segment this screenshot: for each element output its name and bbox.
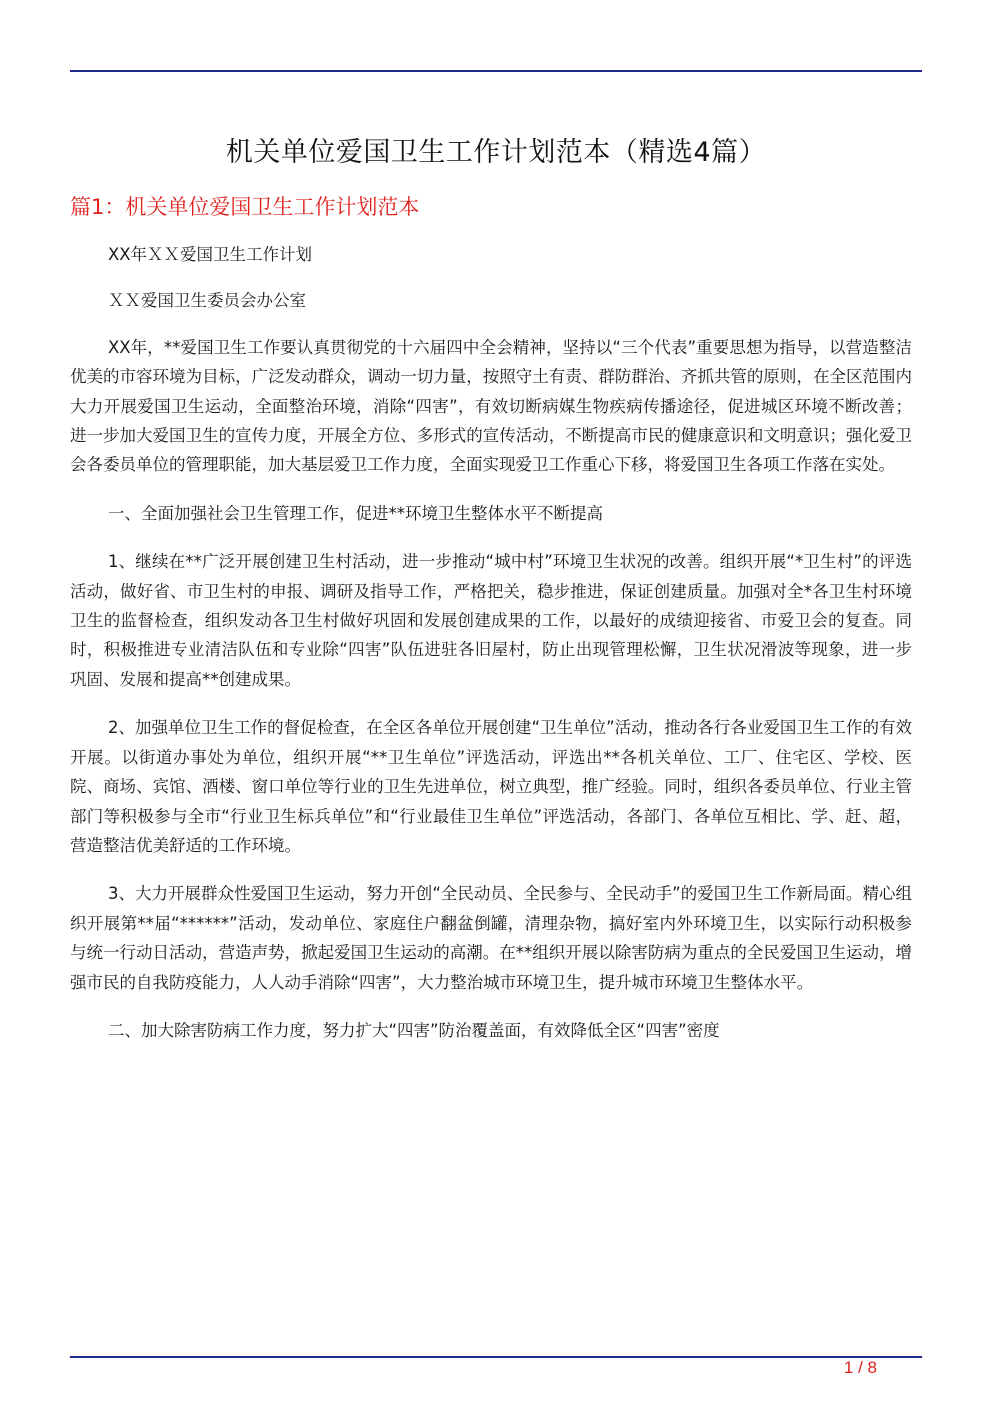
intro-paragraph: XX年，**爱国卫生工作要认真贯彻党的十六届四中全会精神，坚持以“三个代表”重要思想为指导，以营造整洁优美的市容环境为目标，广泛发动群众，调动一切力量，按照守土有责、群防群治、齐抓共管的原则，在全区范围内大力开展爱国卫生运动，全面整治环境，消除“四害”，有效切断病媒生物疾病传播途径，促进城区环境不断改善；进一步加大爱国卫生的宣传力度，开展全方位、多形式的宣传活动，不断提高市民的健康意识和文明意识；强化爱卫会各委员单位的管理职能，加大基层爱卫工作力度，全面实现爱卫工作重心下移，将爱国卫生各项工作落在实处。 [70,337,912,475]
issuer-paragraph: ＸＸ爱国卫生委员会办公室 [107,291,306,311]
header-rule [70,70,922,72]
section-heading: 篇1：机关单位爱国卫生工作计划范本 [70,195,420,219]
section-one-heading: 一、全面加强社会卫生管理工作，促进**环境卫生整体水平不断提高 [107,503,603,523]
item-2-paragraph: 2、加强单位卫生工作的督促检查，在全区各单位开展创建“卫生单位”活动，推动各行各业爱国卫生工作的有效开展。以街道办事处为单位，组织开展“**卫生单位”评选活动，评选出**各机关单位、工厂、住宅区、学校、医院、商场、宾馆、酒楼、窗口单位等行业的卫生先进单位，树立典型，推广经验。同时，组织各委员单位、行业主管部门等积极参与全市“行业卫生标兵单位”和“行业最佳卫生单位”评选活动，各部门、各单位互相比、学、赶、超，营造整洁优美舒适的工作环境。 [70,718,912,855]
document-title: 机关单位爱国卫生工作计划范本（精选4篇） [225,137,767,168]
page-number: 1 / 8 [843,1358,877,1377]
item-3-paragraph: 3、大力开展群众性爱国卫生运动，努力开创“全民动员、全民参与、全民动手”的爱国卫生工作新局面。精心组织开展第**届“******”活动，发动单位、家庭住户翻盆倒罐，清理杂物，搞好室内外环境卫生，以实际行动积极参与统一行动日活动，营造声势，掀起爱国卫生运动的高潮。在**组织开展以除害防病为重点的全民爱国卫生运动，增强市民的自我防疫能力，人人动手消除“四害”，大力整治城市环境卫生，提升城市环境卫生整体水平。 [70,884,912,992]
item-1-paragraph: 1、继续在**广泛开展创建卫生村活动，进一步推动“城中村”环境卫生状况的改善。组织开展“*卫生村”的评选活动，做好省、市卫生村的申报、调研及指导工作，严格把关，稳步推进，保证创建质量。加强对全*各卫生村环境卫生的监督检查，组织发动各卫生村做好巩固和发展创建成果的工作，以最好的成绩迎接省、市爱卫会的复查。同时，积极推进专业清洁队伍和专业除“四害”队伍进驻各旧屋村，防止出现管理松懈，卫生状况滑波等现象，进一步巩固、发展和提高**创建成果。 [70,552,912,689]
footer-rule [70,1356,922,1358]
document-body [70,240,912,1064]
section-two-heading: 二、加大除害防病工作力度，努力扩大“四害”防治覆盖面，有效降低全区“四害”密度 [107,1020,720,1040]
plan-title-paragraph: XX年ＸＸ爱国卫生工作计划 [107,245,313,264]
